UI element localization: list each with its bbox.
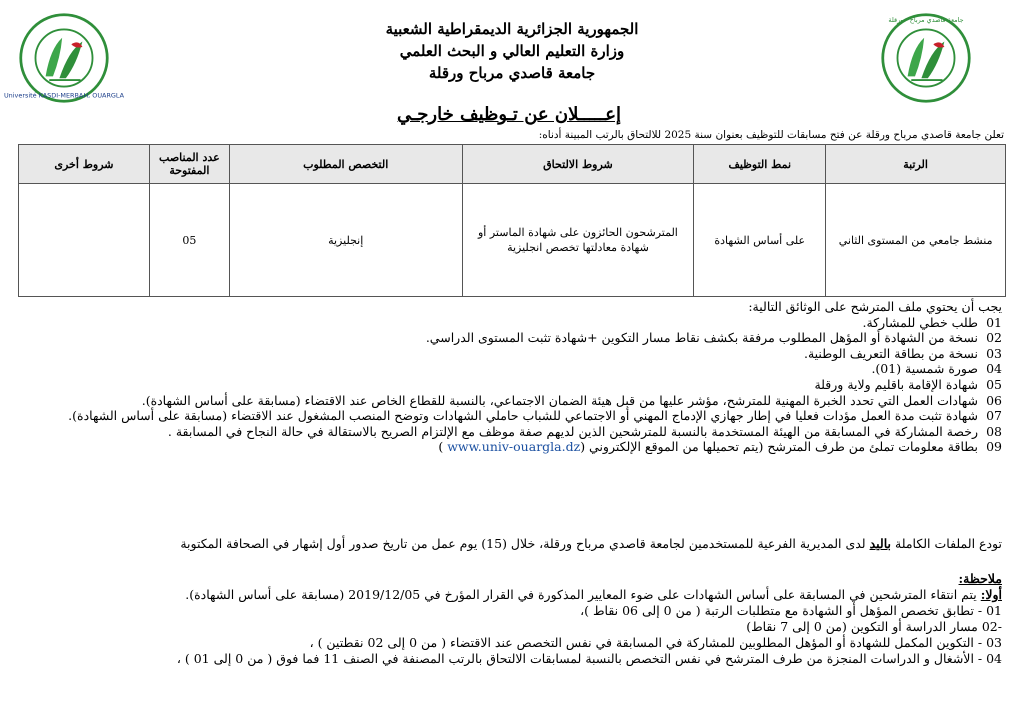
list-item: 06 شهادات العمل التي تحدد الخبرة المهنية للمترشح، مؤشر عليها من قبل هيئة الضمان الاجتماعي، بالنسبة للقطاع الخاص عند الاقتضاء (مسابقة على أساس الشهادة). — [141, 392, 1002, 408]
logo-right-text: جامعة قاصدي مرباح - ورقلة — [888, 16, 964, 25]
list-item: 04 - الأشغال و الدراسات المنجزة من طرف المترشح في نفس التخصص بالنسبة لمسابقات الالتحاق بالرتب المصنفة في الصنف 11 فما فوق ( من 0 إلى 01 ) ، — [176, 651, 1002, 666]
deposit-notice: تودع الملفات الكاملة باليد لدى المديرية الفرعية للمستخدمين لجامعة قاصدي مرباح ورقلة، خلال (15) يوم عمل من تاريخ صدور أول إشهار في الصحافة المكتوبة — [180, 536, 1002, 551]
list-item: 03 نسخة من بطاقة التعريف الوطنية. — [803, 345, 1002, 361]
required-documents-lead: يجب أن يحتوي ملف المترشح على الوثائق التالية: — [748, 299, 1002, 314]
cell-conditions: المترشحون الحائزون على شهادة الماستر أو شهادة معادلتها تخصص انجليزية — [462, 184, 694, 297]
list-item: 09 بطاقة معلومات تملئ من طرف المترشح (يتم تحميلها من الموقع الإلكتروني (www.univ-ouargla.dz ) — [438, 439, 1002, 455]
announcement-title: إعـــــلان عن تـوظيف خارجـي — [397, 104, 621, 125]
logo-left-text: Université KASDI-MERBAH, OUARGLA — [3, 91, 125, 100]
notes-section — [12, 571, 1002, 667]
table-header-row — [19, 145, 1006, 184]
announcement-intro: تعلن جامعة قاصدي مرباح ورقلة عن فتح مسابقات للتوظيف بعنوان سنة 2025 للالتحاق بالرتب المبينة أدناه: — [538, 129, 1004, 141]
header-recruitment-mode: نمط التوظيف — [694, 145, 826, 184]
table-row — [19, 184, 1006, 297]
list-item: 01 طلب خطي للمشاركة. — [862, 314, 1002, 330]
list-item: 01 - تطابق تخصص المؤهل أو الشهادة مع متطلبات الرتبة ( من 0 إلى 06 نقاط )، — [580, 603, 1002, 618]
header-other-conditions: شروط أخرى — [19, 145, 150, 184]
header-republic: الجمهورية الجزائرية الديمقراطية الشعبية — [385, 20, 639, 38]
document-header — [0, 18, 1024, 84]
list-item: 03 - التكوين المكمل للشهادة أو المؤهل المطلوبين للمشاركة في المسابقة في نفس التخصص عند الاقتضاء ( من 0 إلى 02 نقطتين ) ، — [309, 635, 1002, 650]
cell-rank: منشط جامعي من المستوى الثاني — [826, 184, 1006, 297]
header-rank: الرتبة — [826, 145, 1006, 184]
list-item: 05 شهادة الإقامة باقليم ولاية ورقلة — [814, 376, 1002, 392]
cell-other-conditions — [19, 184, 150, 297]
list-item: 04 صورة شمسية (01). — [871, 361, 1002, 377]
header-open-posts: عدد المناصب المفتوحة — [149, 145, 229, 184]
notes-heading: ملاحظة: — [958, 571, 1002, 586]
cell-open-posts: 05 — [149, 184, 229, 297]
list-item: -02 مسار الدراسة أو التكوين (من 0 إلى 7 نقاط) — [746, 619, 1002, 634]
university-website-link[interactable]: www.univ-ouargla.dz — [447, 439, 581, 455]
header-ministry: وزارة التعليم العالي و البحث العلمي — [399, 42, 625, 60]
deposit-emphasis: باليد — [869, 536, 892, 551]
list-item: 08 رخصة المشاركة في المسابقة من الهيئة المستخدمة بالنسبة للمترشحين الذين لديهم صفة موظف مع الإلتزام الصريح بالاستقالة في حالة النجاح في المسابقة . — [167, 423, 1002, 439]
positions-table — [18, 144, 1006, 297]
header-specialty: التخصص المطلوب — [229, 145, 462, 184]
cell-specialty: إنجليزية — [229, 184, 462, 297]
header-university: جامعة قاصدي مرباح ورقلة — [428, 64, 596, 82]
notes-first: أولا: يتم انتقاء المترشحين في المسابقة على أساس الشهادات على ضوء المعايير المذكورة في القرار المؤرخ في 2019/12/05 (مسابقة على أساس الشهادة). — [185, 587, 1002, 602]
header-conditions: شروط الالتحاق — [462, 145, 694, 184]
required-documents — [12, 299, 1002, 455]
list-item: 07 شهادة تثبت مدة العمل مؤدات فعليا في إطار جهازي الإدماج المهني أو الاجتماعي للشباب حاملي الشهادات وتوضح المنصب المشغول عند الاقتضاء (مسابقة على أساس الشهادة). — [68, 408, 1002, 424]
list-item: 02 نسخة من الشهادة أو المؤهل المطلوب مرفقة بكشف نقاط مسار التكوين +شهادة تثبت المستوى الدراسي. — [425, 330, 1002, 346]
cell-recruitment-mode: على أساس الشهادة — [694, 184, 826, 297]
